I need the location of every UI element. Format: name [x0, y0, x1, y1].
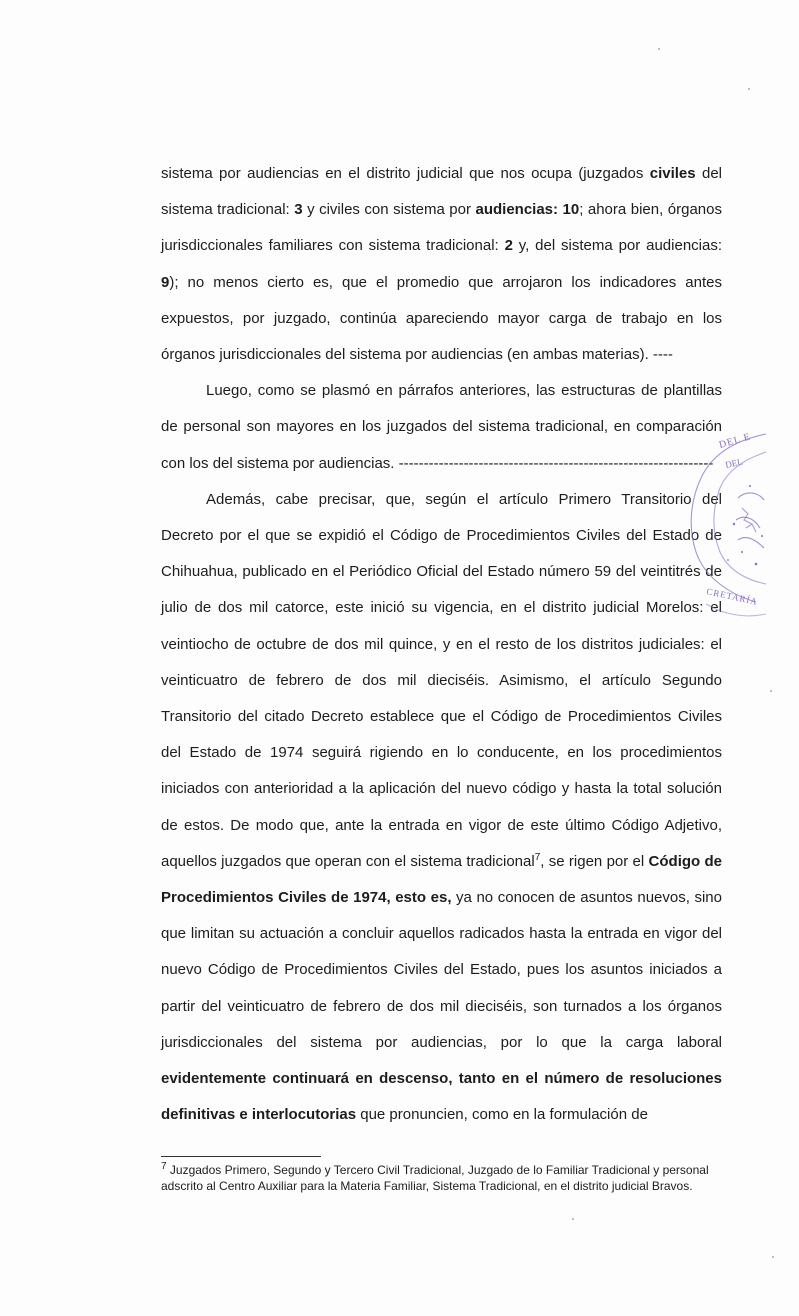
bold-text: audiencias: 10 — [475, 201, 580, 219]
text-run: del sistema tradicional: — [161, 165, 723, 219]
bold-text: civiles — [649, 165, 696, 182]
paragraph-p2 — [161, 373, 722, 482]
text-run: y, del sistema por audiencias: — [512, 237, 723, 255]
bold-text: 2 — [504, 237, 513, 255]
body-text — [161, 156, 722, 1133]
text-run: ; ahora bien, órganos jurisdiccionales familiares con sistema tradicional: — [161, 201, 722, 255]
footnote-text: Juzgados Primero, Segundo y Tercero Civil Tradicional, Juzgado de lo Familiar Tradicional y personal adscrito al Centro Auxiliar para la Materia Familiar, Sistema Tradicional, en el distrito judicial Bravos. — [161, 1163, 709, 1193]
text-run: sistema por audiencias en el distrito judicial que nos ocupa (juzgados — [161, 165, 650, 182]
scan-speck — [572, 1218, 574, 1220]
official-seal-stamp — [676, 428, 768, 624]
seal-text-upper: DEL — [724, 456, 744, 470]
text-run: y civiles con sistema por — [302, 201, 476, 219]
text-run: ); no menos cierto es, que el promedio que arrojaron los indicadores antes expuestos, por juzgado, continúa apareciendo mayor carga de trabajo en los órganos jurisdiccionales del sistema por audiencias (en ambas materias). ---- — [161, 273, 722, 364]
seal-text-top: DEL E — [717, 431, 753, 451]
scan-speck — [658, 48, 660, 50]
seal-text-bottom: CRETARÍA — [705, 586, 759, 607]
bold-text: 3 — [294, 201, 303, 219]
footnote-7 — [161, 1163, 726, 1194]
text-run: Además, cabe precisar, que, según el artículo Primero Transitorio del Decreto por el que se expidió el Código de Procedimientos Civiles del Estado de Chihuahua, publicado en el Periódico Oficial del Estado número 59 del veintitrés de julio de dos mil catorce, este inició su vigencia, en el distrito judicial Morelos: el veintiocho de octubre de dos mil quince, y en el resto de los distritos judiciales: el veinticuatro de febrero de dos mil dieciséis. Asimismo, el artículo Segundo Transitorio del citado Decreto establece que el Código de Procedimientos Civiles del Estado de 1974 seguirá rigiendo en lo conducente, en los procedimientos iniciados con anterioridad a la aplicación del nuevo código y hasta la total solución de estos. De modo que, ante la entrada en vigor de este último Código Adjetivo, aquellos juzgados que operan con el sistema tradicional — [161, 490, 722, 870]
text-run: que pronuncien, como en la formulación de — [356, 1106, 648, 1124]
footnote-reference: 7 — [534, 851, 541, 863]
paragraph-p3 — [161, 482, 722, 1134]
text-run: Luego, como se plasmó en párrafos anteriores, las estructuras de plantillas de personal son mayores en los juzgados del sistema tradicional, en comparación con los del sistema por audiencias. --------------------------------------------------------------- — [161, 382, 722, 472]
scan-speck — [772, 1256, 774, 1258]
scan-speck — [770, 690, 772, 692]
text-run: ya no conocen de asuntos nuevos, sino que limitan su actuación a concluir aquellos radicados hasta la entrada en vigor del nuevo Código de Procedimientos Civiles del Estado, pues los asuntos iniciados a partir del veinticuatro de febrero de dos mil dieciséis, son turnados a los órganos jurisdiccionales del sistema por audiencias, por lo que la carga laboral — [161, 889, 722, 1051]
scan-speck — [748, 88, 750, 90]
footnote-separator — [161, 1156, 321, 1157]
bold-text: Código de Procedimientos Civiles de 1974, esto es, — [161, 852, 722, 907]
paragraph-p1 — [161, 156, 722, 373]
bold-text: 9 — [161, 273, 170, 291]
bold-text: evidentemente continuará en descenso, tanto en el número de resoluciones definitivas e interlocutorias — [161, 1070, 722, 1124]
text-run: , se rigen por el — [540, 852, 649, 870]
footnote-marker: 7 — [161, 1161, 167, 1172]
